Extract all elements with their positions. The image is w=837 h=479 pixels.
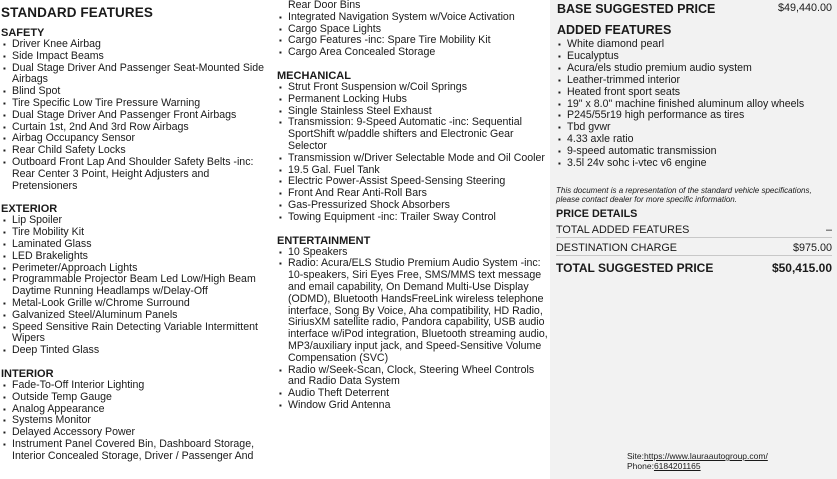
list-item: ▪ Fade-To-Off Interior Lighting bbox=[0, 380, 272, 392]
total-added-features-row bbox=[556, 220, 832, 238]
list-item: ▪ Delayed Accessory Power bbox=[0, 427, 272, 439]
list-item: ▪ 10 Speakers bbox=[276, 247, 548, 259]
list-item: ▪ Cargo Area Concealed Storage bbox=[276, 47, 548, 59]
list-item: ▪ Front And Rear Anti-Roll Bars bbox=[276, 188, 548, 200]
list-item: ▪ Outside Temp Gauge bbox=[0, 392, 272, 404]
list-item: ▪ Integrated Navigation System w/Voice Activation bbox=[276, 12, 548, 24]
total-suggested-price-value: $50,415.00 bbox=[771, 260, 832, 275]
list-item: ▪ Programmable Projector Beam Led Low/High Beam Daytime Running Headlamps w/Delay-Off bbox=[0, 274, 272, 298]
list-item: ▪ Tbd gvwr bbox=[555, 122, 837, 134]
list-item: ▪ Outboard Front Lap And Shoulder Safety Belts -inc: Rear Center 3 Point, Height Adjusters and Pretensioners bbox=[0, 157, 272, 192]
site-link[interactable]: https://www.lauraautogroup.com/ bbox=[644, 451, 768, 461]
list-item: ▪ Single Stainless Steel Exhaust bbox=[276, 106, 548, 118]
total-suggested-price-label: TOTAL SUGGESTED PRICE bbox=[556, 260, 714, 275]
price-details-title: PRICE DETAILS bbox=[556, 207, 638, 220]
list-item: ▪ Radio w/Seek-Scan, Clock, Steering Wheel Controls and Radio Data System bbox=[276, 365, 548, 389]
interior-list bbox=[0, 380, 272, 463]
exterior-list bbox=[0, 215, 272, 357]
list-item: ▪ Laminated Glass bbox=[0, 239, 272, 251]
list-item: ▪ Radio: Acura/ELS Studio Premium Audio System -inc: 10-speakers, Siri Eyes Free, SMS/MMS text message and email capability, On Demand Multi-Use Display (ODMD), Bluetooth HandsFreeLink wireless telephone interface, Song By Voice, Aha compatibility, HD Radio, SiriusXM satellite radio, Pandora capability, USB audio interface w/iPod integration, Bluetooth streaming audio, MP3/auxiliary input jack, and Speed-Sensitive Volume Compensation (SVC) bbox=[276, 258, 548, 364]
list-item: ▪ Rear Child Safety Locks bbox=[0, 145, 272, 157]
list-item: ▪ Cargo Features -inc: Spare Tire Mobility Kit bbox=[276, 35, 548, 47]
list-item: ▪ Curtain 1st, 2nd And 3rd Row Airbags bbox=[0, 122, 272, 134]
list-item: ▪ Driver Knee Airbag bbox=[0, 39, 272, 51]
total-suggested-price-row bbox=[556, 256, 832, 276]
list-item: ▪ Tire Specific Low Tire Pressure Warning bbox=[0, 98, 272, 110]
list-item: ▪ Towing Equipment -inc: Trailer Sway Control bbox=[276, 212, 548, 224]
section-title-safety: SAFETY bbox=[1, 27, 45, 39]
list-item: ▪ Analog Appearance bbox=[0, 404, 272, 416]
base-price-row bbox=[550, 0, 837, 18]
features-column-middle bbox=[276, 0, 548, 412]
list-item: ▪ Window Grid Antenna bbox=[276, 400, 548, 412]
list-item: ▪ Tire Mobility Kit bbox=[0, 227, 272, 239]
list-item: ▪ White diamond pearl bbox=[555, 39, 837, 51]
section-title-mechanical: MECHANICAL bbox=[277, 69, 351, 82]
list-item: ▪ Deep Tinted Glass bbox=[0, 345, 272, 357]
section-title-exterior: EXTERIOR bbox=[1, 203, 58, 216]
list-item: ▪ Leather-trimmed interior bbox=[555, 75, 837, 87]
site-label: Site: bbox=[627, 451, 645, 461]
list-item: ▪ Perimeter/Approach Lights bbox=[0, 263, 272, 275]
list-item: ▪ Permanent Locking Hubs bbox=[276, 94, 548, 106]
list-item: ▪ Audio Theft Deterrent bbox=[276, 388, 548, 400]
disclaimer-text: This document is a representation of the standard vehicle specifications, please contact dealer for more specific information. bbox=[556, 185, 812, 205]
dealer-contact bbox=[627, 451, 768, 471]
list-item: ▪ 3.5l 24v sohc i-vtec v6 engine bbox=[555, 158, 837, 170]
list-item: ▪ Transmission w/Driver Selectable Mode and Oil Cooler bbox=[276, 153, 548, 165]
list-item: ▪ Transmission: 9-Speed Automatic -inc: Sequential SportShift w/paddle shifters and Electronic Gear Selector bbox=[276, 117, 548, 152]
list-item: ▪ 4.33 axle ratio bbox=[555, 134, 837, 146]
phone-label: Phone: bbox=[627, 461, 654, 471]
list-item: ▪ Instrument Panel Covered Bin, Dashboard Storage, Interior Concealed Storage, Driver / Passenger And bbox=[0, 439, 272, 463]
page-title: STANDARD FEATURES bbox=[1, 5, 153, 20]
features-column-left bbox=[0, 0, 272, 463]
list-item: ▪ Blind Spot bbox=[0, 86, 272, 98]
list-item: ▪ 19" x 8.0" machine finished aluminum alloy wheels bbox=[555, 99, 837, 111]
list-item: ▪ Acura/els studio premium audio system bbox=[555, 63, 837, 75]
mechanical-list bbox=[276, 82, 548, 224]
list-item: ▪ 19.5 Gal. Fuel Tank bbox=[276, 165, 548, 177]
added-features-title: ADDED FEATURES bbox=[557, 23, 672, 37]
entertainment-list bbox=[276, 247, 548, 412]
list-item: ▪ Gas-Pressurized Shock Absorbers bbox=[276, 200, 548, 212]
list-item: ▪ Galvanized Steel/Aluminum Panels bbox=[0, 310, 272, 322]
list-item: ▪ Dual Stage Driver And Passenger Seat-Mounted Side Airbags bbox=[0, 63, 272, 87]
list-item: ▪ Electric Power-Assist Speed-Sensing Steering bbox=[276, 176, 548, 188]
destination-charge-row bbox=[556, 238, 832, 256]
section-title-interior: INTERIOR bbox=[1, 367, 54, 380]
list-item: ▪ Lip Spoiler bbox=[0, 215, 272, 227]
list-item: ▪ Systems Monitor bbox=[0, 415, 272, 427]
phone-link[interactable]: 6184201165 bbox=[653, 461, 701, 471]
safety-list bbox=[0, 39, 272, 192]
list-item: ▪ Eucalyptus bbox=[555, 51, 837, 63]
list-item: ▪ Airbag Occupancy Sensor bbox=[0, 133, 272, 145]
base-price-value: $49,440.00 bbox=[777, 2, 832, 14]
pricing-panel bbox=[550, 0, 837, 479]
list-item: ▪ Heated front sport seats bbox=[555, 87, 837, 99]
list-item: ▪ Speed Sensitive Rain Detecting Variable Intermittent Wipers bbox=[0, 322, 272, 346]
destination-charge-label: DESTINATION CHARGE bbox=[556, 241, 677, 254]
list-item: ▪ Dual Stage Driver And Passenger Front Airbags bbox=[0, 110, 272, 122]
added-features-list bbox=[555, 39, 837, 170]
section-title-entertainment: ENTERTAINMENT bbox=[277, 234, 371, 247]
interior-list-continued bbox=[276, 12, 548, 59]
list-item: ▪ Metal-Look Grille w/Chrome Surround bbox=[0, 298, 272, 310]
destination-charge-value: $975.00 bbox=[792, 241, 832, 254]
list-item: ▪ LED Brakelights bbox=[0, 251, 272, 263]
total-added-features-label: TOTAL ADDED FEATURES bbox=[556, 223, 690, 236]
total-added-features-value: – bbox=[825, 223, 832, 236]
list-item: ▪ Side Impact Beams bbox=[0, 51, 272, 63]
base-price-label: BASE SUGGESTED PRICE bbox=[557, 2, 716, 16]
list-item: ▪ Cargo Space Lights bbox=[276, 24, 548, 36]
list-item: ▪ P245/55r19 high performance as tires bbox=[555, 110, 837, 122]
list-item: ▪ 9-speed automatic transmission bbox=[555, 146, 837, 158]
list-item: ▪ Strut Front Suspension w/Coil Springs bbox=[276, 82, 548, 94]
interior-continued-text: Rear Door Bins bbox=[288, 0, 361, 11]
